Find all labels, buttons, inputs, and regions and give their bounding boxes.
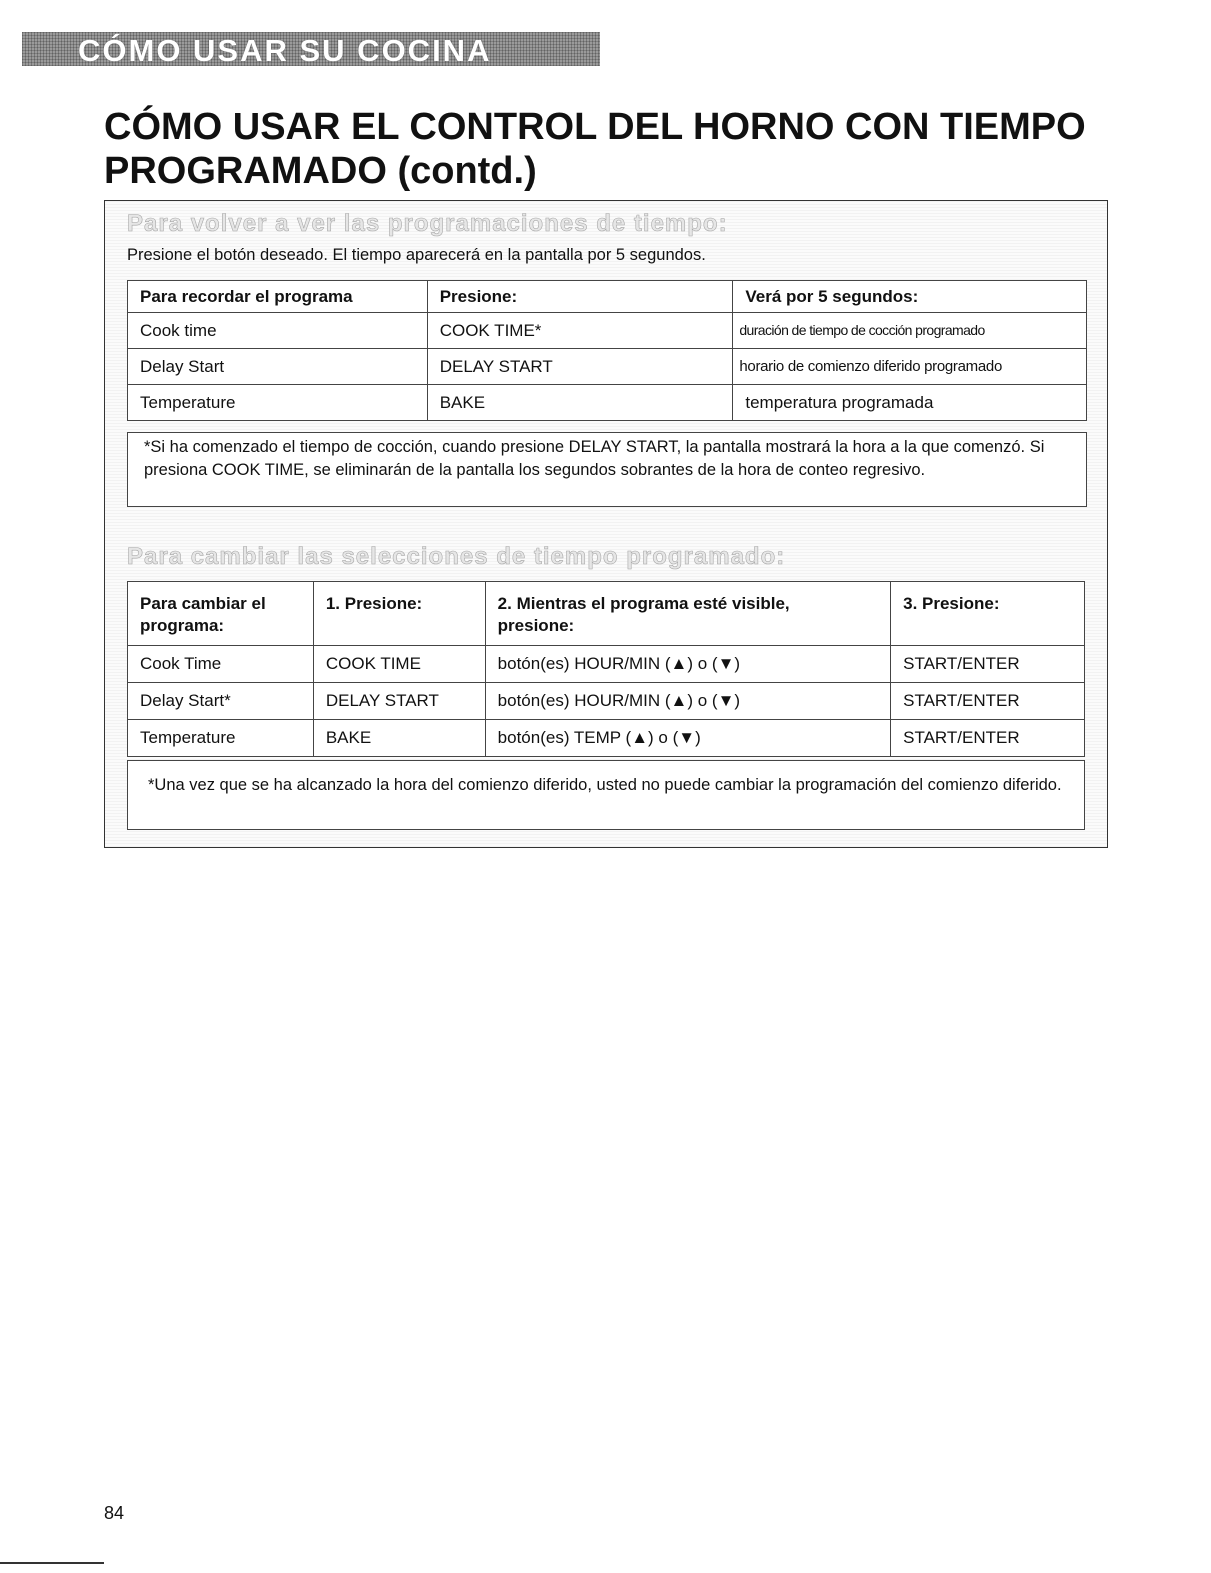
table-header: Para cambiar el programa: xyxy=(128,582,314,646)
section1-intro: Presione el botón deseado. El tiempo aparecerá en la pantalla por 5 segundos. xyxy=(127,246,706,264)
table-cell: START/ENTER xyxy=(891,683,1085,720)
table-cell: botón(es) HOUR/MIN (▲) o (▼) xyxy=(485,646,890,683)
table-cell: DELAY START xyxy=(313,683,485,720)
table-row xyxy=(128,313,1087,349)
table-row xyxy=(128,720,1085,757)
change-footnote: *Una vez que se ha alcanzado la hora del comienzo diferido, usted no puede cambiar la programación del comienzo diferido. xyxy=(127,760,1085,830)
table-cell: botón(es) TEMP (▲) o (▼) xyxy=(485,720,890,757)
table-header: Presione: xyxy=(427,281,733,313)
table-cell: duración de tiempo de cocción programado xyxy=(733,313,1087,349)
recall-table xyxy=(127,280,1087,421)
change-table xyxy=(127,581,1085,757)
table-cell: horario de comienzo diferido programado xyxy=(733,349,1087,385)
table-header: Verá por 5 segundos: xyxy=(733,281,1087,313)
section2-heading: Para cambiar las selecciones de tiempo programado: xyxy=(127,543,786,570)
table-header: 2. Mientras el programa esté visible, presione: xyxy=(485,582,890,646)
page-title: CÓMO USAR EL CONTROL DEL HORNO CON TIEMPO PROGRAMADO (contd.) xyxy=(104,106,1086,192)
table-cell: Delay Start xyxy=(128,349,428,385)
recall-footnote: *Si ha comenzado el tiempo de cocción, cuando presione DELAY START, la pantalla mostrará la hora a la que comenzó. Si presiona COOK TIME, se eliminarán de la pantalla los segundos sobrantes de la hora de conteo regresivo. xyxy=(127,432,1087,507)
table-cell: START/ENTER xyxy=(891,646,1085,683)
section1-heading: Para volver a ver las programaciones de tiempo: xyxy=(127,210,728,237)
table-cell: COOK TIME* xyxy=(427,313,733,349)
table-cell: BAKE xyxy=(427,385,733,421)
table-row xyxy=(128,385,1087,421)
table-cell: Cook time xyxy=(128,313,428,349)
table-header: 3. Presione: xyxy=(891,582,1085,646)
table-cell: botón(es) HOUR/MIN (▲) o (▼) xyxy=(485,683,890,720)
table-row xyxy=(128,683,1085,720)
table-cell: Temperature xyxy=(128,720,314,757)
table-row xyxy=(128,349,1087,385)
table-cell: DELAY START xyxy=(427,349,733,385)
table-header-row xyxy=(128,281,1087,313)
table-header: 1. Presione: xyxy=(313,582,485,646)
page-number: 84 xyxy=(104,1503,125,1523)
table-header-row xyxy=(128,582,1085,646)
table-header: Para recordar el programa xyxy=(128,281,428,313)
table-cell: Delay Start* xyxy=(128,683,314,720)
table-cell: START/ENTER xyxy=(891,720,1085,757)
table-row xyxy=(128,646,1085,683)
table-cell: Temperature xyxy=(128,385,428,421)
table-cell: temperatura programada xyxy=(733,385,1087,421)
footer-rule xyxy=(0,1562,104,1564)
section-banner xyxy=(22,32,600,66)
table-cell: COOK TIME xyxy=(313,646,485,683)
table-cell: BAKE xyxy=(313,720,485,757)
banner-text: CÓMO USAR SU COCINA xyxy=(78,33,492,68)
table-cell: Cook Time xyxy=(128,646,314,683)
